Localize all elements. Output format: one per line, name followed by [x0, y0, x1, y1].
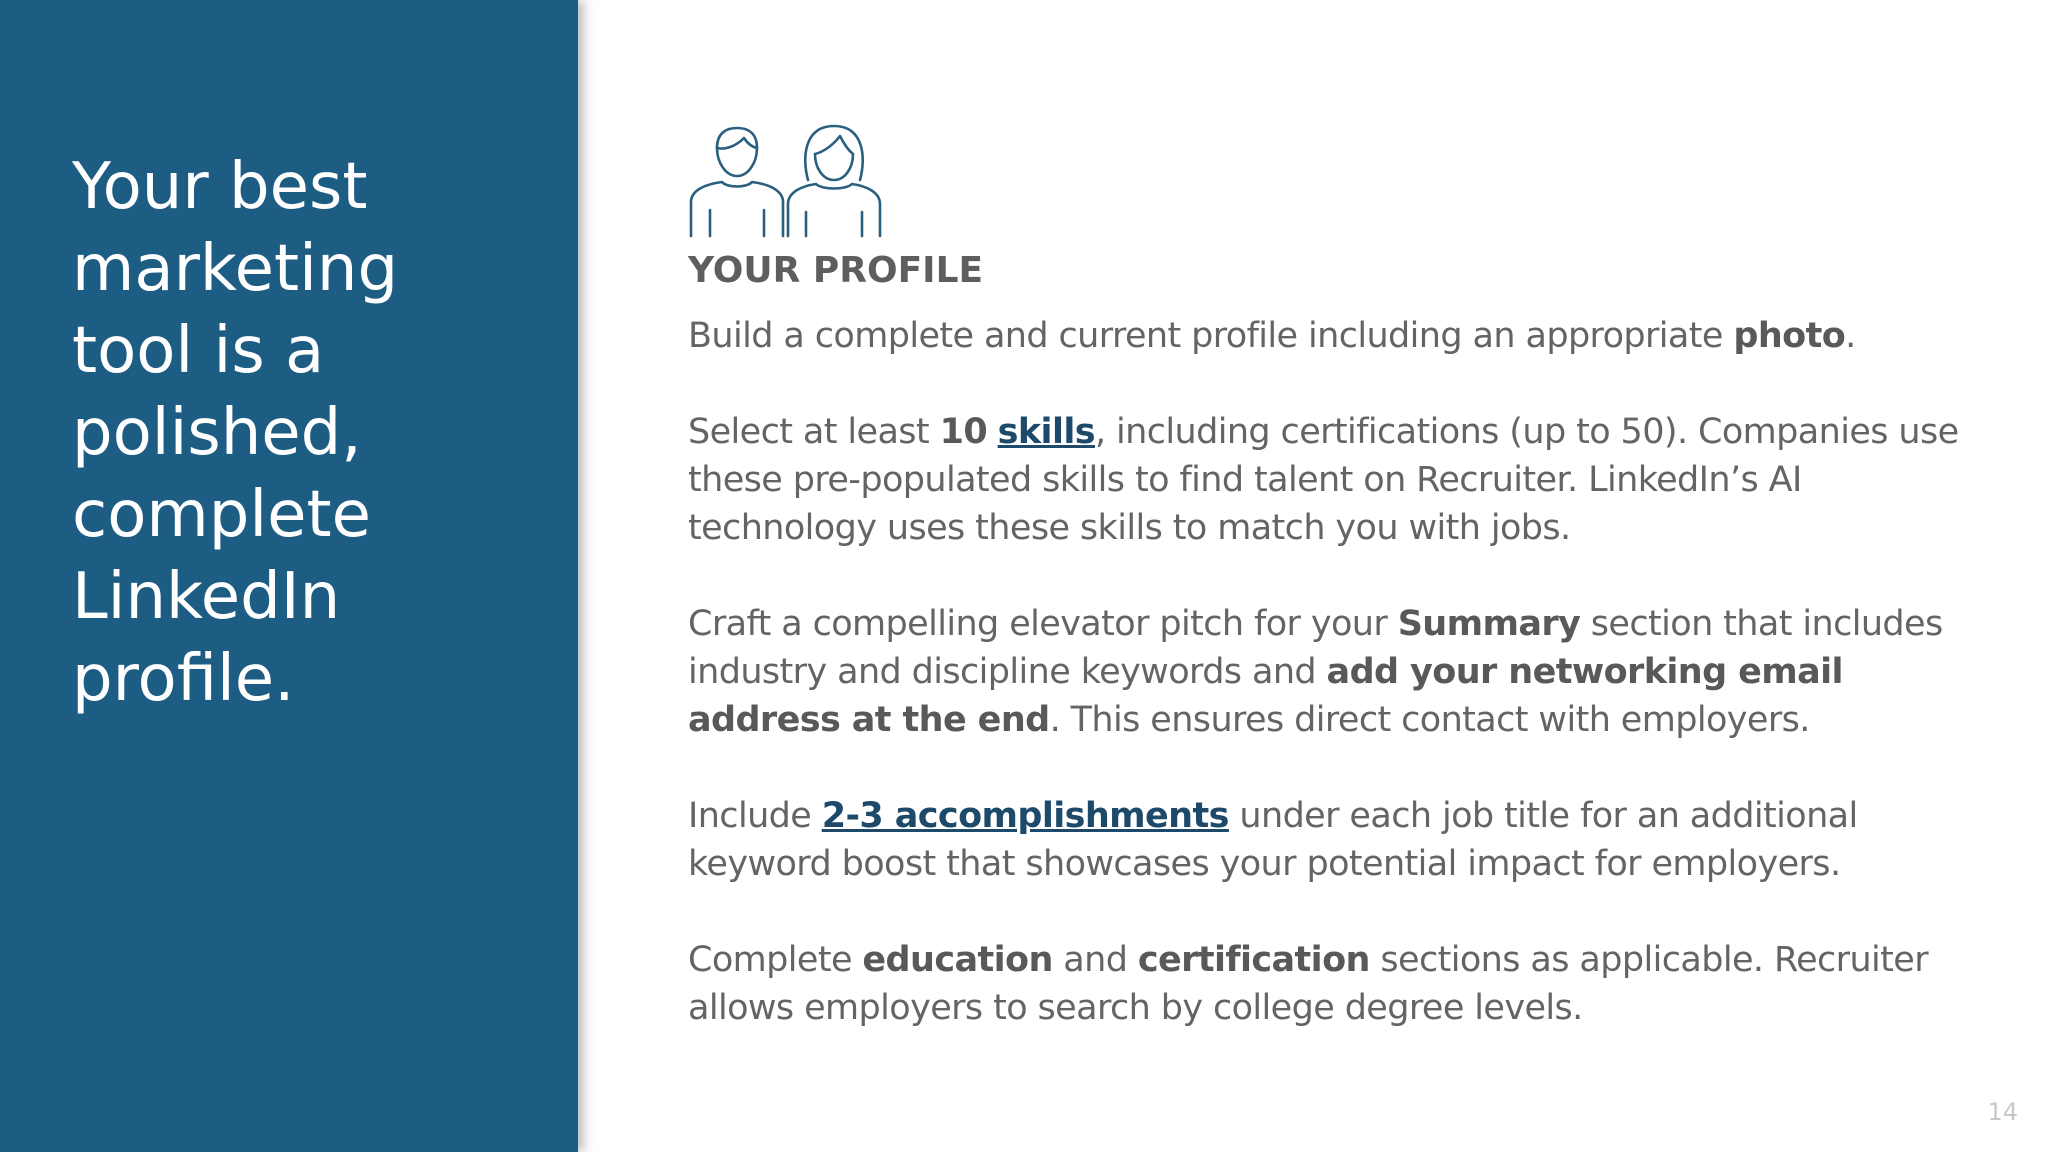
paragraph-text: . This ensures direct contact with employers. — [1049, 700, 1810, 740]
title-line: polished, — [72, 396, 362, 470]
bold-text: add your networking email address at the end — [688, 652, 1843, 740]
paragraph-text: and — [1052, 940, 1138, 980]
paragraph-text: , including certifications (up to 50). Companies use these pre-populated skills to find talent on Recruiter. LinkedIn’s AI technology uses these skills to match you with jobs. — [688, 412, 1959, 548]
title-line: profile. — [72, 642, 295, 716]
bold-text: education — [862, 940, 1053, 980]
paragraph-text: Include — [688, 796, 822, 836]
bold-text: 10 — [939, 412, 988, 452]
paragraph-text: Select at least — [688, 412, 940, 452]
profile-paragraph-skills — [688, 408, 1988, 552]
section-heading: YOUR PROFILE — [688, 250, 984, 291]
accomplishments-link[interactable]: 2-3 accomplishments — [821, 796, 1229, 836]
paragraph-text: sections as applicable. Recruiter allows employers to search by college degree levels. — [688, 940, 1929, 1028]
skills-link[interactable]: skills — [997, 412, 1095, 452]
paragraph-text: . — [1845, 316, 1856, 356]
title-line: marketing — [72, 232, 399, 306]
profile-section — [688, 120, 1988, 1032]
slide-title — [72, 146, 542, 720]
paragraph-text: section that includes industry and discipline keywords and — [688, 604, 1943, 692]
title-panel — [0, 0, 578, 1152]
title-line: LinkedIn — [72, 560, 341, 634]
title-line: tool is a — [72, 314, 325, 388]
people-icon — [688, 120, 892, 240]
bold-text: certification — [1137, 940, 1370, 980]
bold-text: photo — [1733, 316, 1846, 356]
title-line: Your best — [72, 150, 368, 224]
paragraph-text: Build a complete and current profile including an appropriate — [688, 316, 1734, 356]
paragraph-text: under each job title for an additional keyword boost that showcases your potential impact for employers. — [688, 796, 1858, 884]
page-number: 14 — [1987, 1098, 2018, 1126]
paragraph-text: Craft a compelling elevator pitch for your — [688, 604, 1398, 644]
profile-paragraph-photo — [688, 312, 1988, 360]
profile-paragraph-education — [688, 936, 1988, 1032]
profile-paragraph-summary — [688, 600, 1988, 744]
bold-text: Summary — [1397, 604, 1581, 644]
title-line: complete — [72, 478, 371, 552]
paragraph-text: Complete — [688, 940, 863, 980]
profile-paragraph-accomplishments — [688, 792, 1988, 888]
